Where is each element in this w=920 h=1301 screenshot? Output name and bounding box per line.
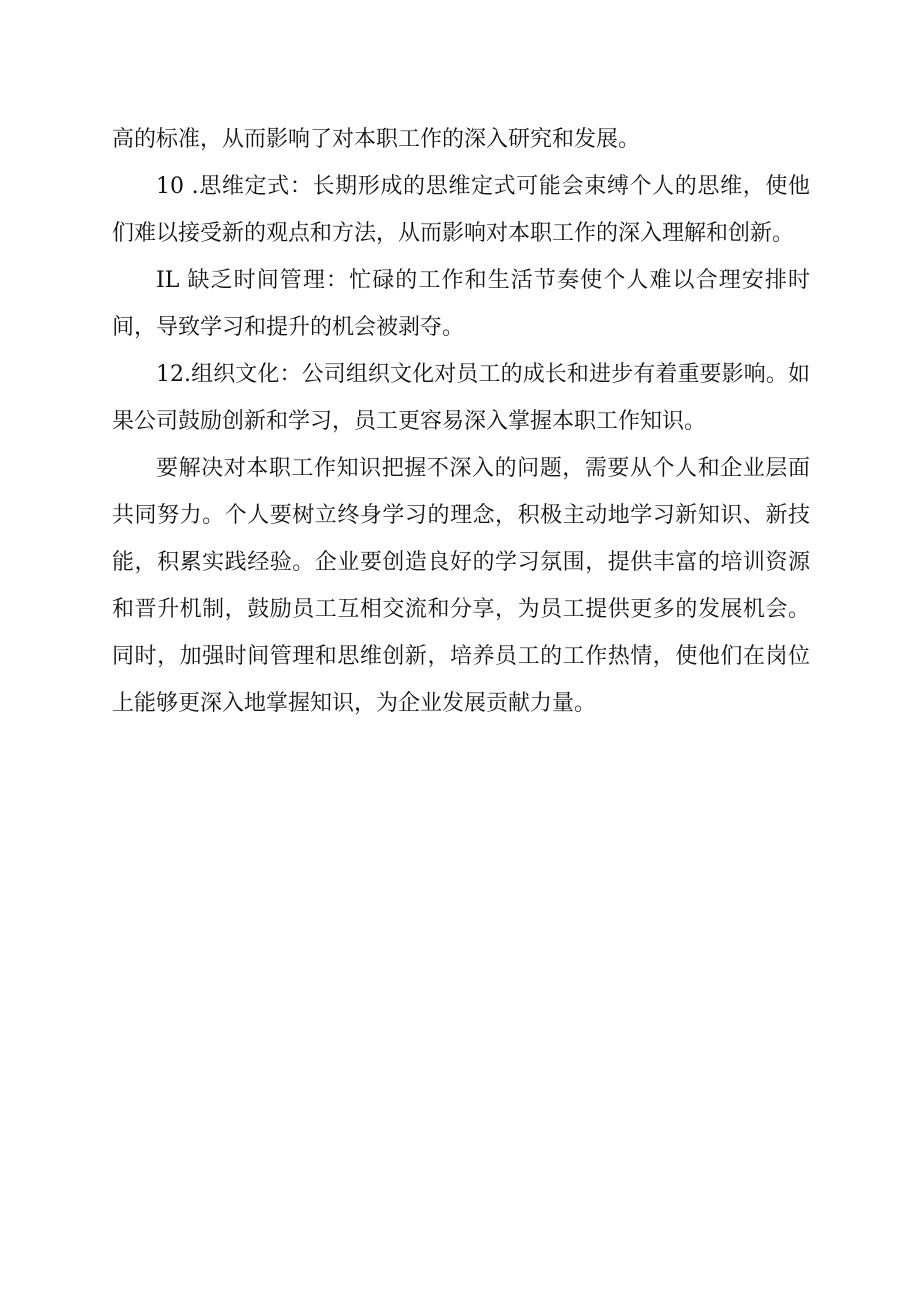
paragraph-item-12: 12.组织文化：公司组织文化对员工的成长和进步有着重要影响。如果公司鼓励创新和学习，员工更容易深入掌握本职工作知识。 [112,362,810,434]
document-body [112,116,810,727]
paragraph-item-10: 10 .思维定式：长期形成的思维定式可能会束缚个人的思维，使他们难以接受新的观点和方法，从而影响对本职工作的深入理解和创新。 [112,174,810,246]
paragraph-item-11: IL 缺乏时间管理：忙碌的工作和生活节奏使个人难以合理安排时间，导致学习和提升的机会被剥夺。 [112,268,810,340]
paragraph-conclusion: 要解决对本职工作知识把握不深入的问题，需要从个人和企业层面共同努力。个人要树立终身学习的理念，积极主动地学习新知识、新技能，积累实践经验。企业要创造良好的学习氛围，提供丰富的培训资源和晋升机制，鼓励员工互相交流和分享，为员工提供更多的发展机会。同时，加强时间管理和思维创新，培养员工的工作热情，使他们在岗位上能够更深入地掌握知识，为企业发展贡献力量。 [112,456,810,716]
paragraph-continuation: 高的标准，从而影响了对本职工作的深入研究和发展。 [112,127,641,152]
